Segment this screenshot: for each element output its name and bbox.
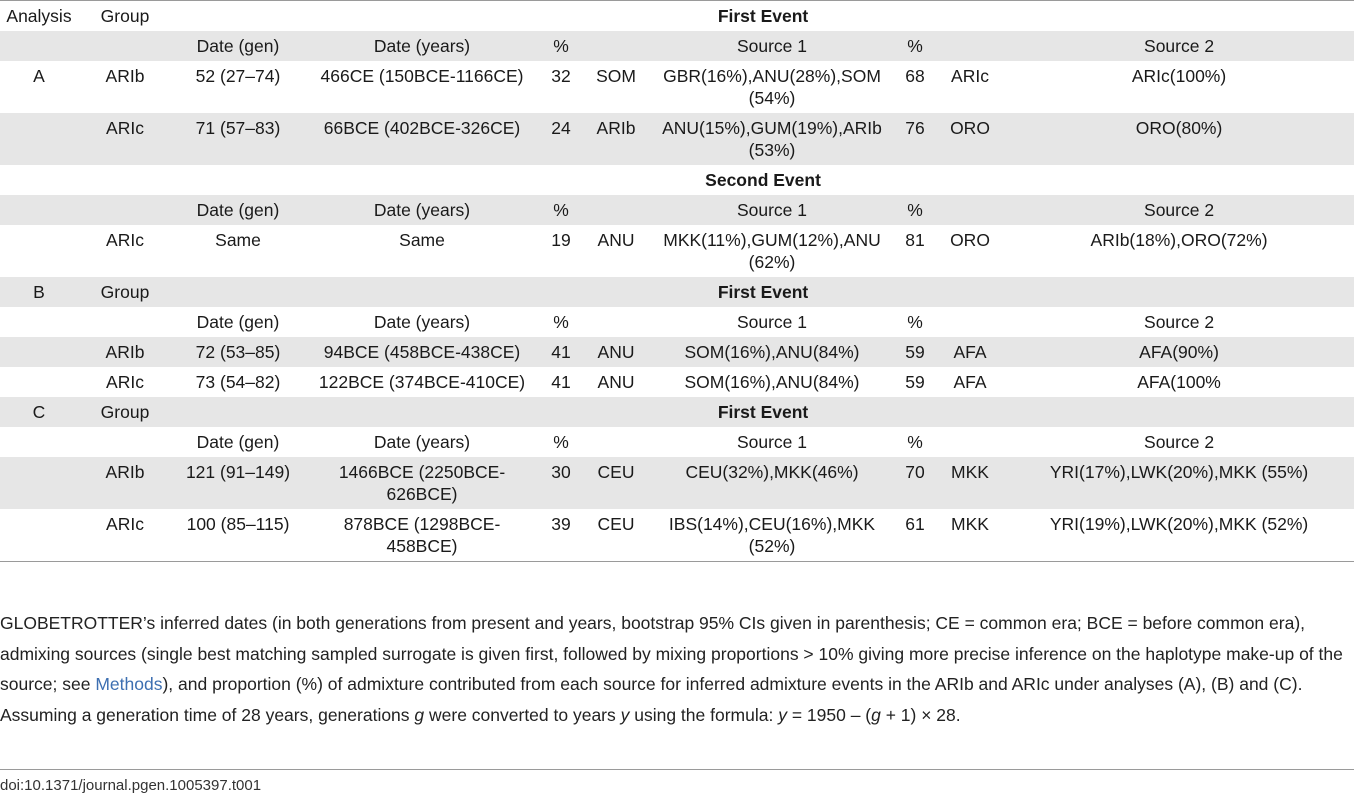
table-row [0,113,1354,165]
table-cell [0,457,78,509]
table-cell: MKK [951,514,989,534]
table-cell: MKK [936,457,1004,509]
table-cell: 68 [905,66,925,86]
table-cell [0,225,78,277]
table-cell: SOM(16%),ANU(84%) [650,337,894,367]
table-cell: 52 (27–74) [195,66,281,86]
column-header: % [553,432,569,452]
table-cell: ARIb(18%),ORO(72%) [1090,230,1268,250]
table-cell: ARIb [582,113,650,165]
event-heading: Second Event [705,170,821,190]
table-cell: ORO(80%) [1004,113,1354,165]
column-header: % [907,312,923,332]
column-header: Date (gen) [172,31,304,61]
column-header: % [894,31,936,61]
table-cell: ARIc [951,66,989,86]
column-header: % [894,195,936,225]
table-cell: 61 [905,514,925,534]
column-header: Date (gen) [196,312,280,332]
column-header [936,427,1004,457]
column-header: % [540,31,582,61]
table-cell: 72 (53–85) [172,337,304,367]
table-cell: 81 [905,230,925,250]
column-header: % [553,312,569,332]
column-header: Source 1 [736,432,808,452]
table-cell: 71 (57–83) [172,113,304,165]
table-footnote: GLOBETROTTER’s inferred dates (in both generations from present and years, bootstrap 95% CIs given in parenthesis; CE = common era; BCE = before common era), admixing sources (single best matching sampled surrogate is given first, followed by mixing proportions > 10% giving more precise inference on the haplotype make-up of the source; see Methods), and proportion (%) of admixture contributed from each source for inferred admixture events in the ARIb and ARIc under analyses (A), (B) and (C). Assuming a generation time of 28 years, generations g were converted to years y using the formula: y = 1950 – (g + 1) × 28. [0,613,1343,725]
table-row [0,509,1354,562]
column-header [936,31,1004,61]
table-cell: ANU [597,372,635,392]
group-cell: Group [78,277,172,307]
table-cell: 76 [894,113,936,165]
column-header-row [0,195,1354,225]
table-cell: 39 [551,514,571,534]
column-header [0,31,78,61]
group-cell: Group [100,6,150,26]
table-row [0,225,1354,277]
table-cell: ARIc [106,514,144,534]
table-cell: GBR(16%),ANU(28%),SOM (54%) [663,66,881,108]
column-header-row [0,427,1354,457]
column-header [936,195,1004,225]
table-cell: Same [399,230,445,250]
table-cell [0,337,78,367]
table-cell: IBS(14%),CEU(16%),MKK (52%) [668,514,876,556]
analysis-cell: Analysis [6,6,72,26]
table-cell: 59 [905,372,925,392]
analysis-cell [0,165,78,195]
table-cell: YRI(19%),LWK(20%),MKK (52%) [1049,514,1309,534]
table-row [0,61,1354,113]
table-cell: ANU(15%),GUM(19%),ARIb (53%) [650,113,894,165]
column-header: % [540,195,582,225]
column-header [582,195,650,225]
table-cell: 1466BCE (2250BCE-626BCE) [304,457,540,509]
column-header: Date (gen) [172,195,304,225]
column-header: Source 2 [1144,432,1215,452]
table-cell: SOM [596,66,636,86]
column-header: % [907,432,923,452]
section-row [0,397,1354,427]
column-header [582,427,650,457]
column-header: Source 1 [650,31,894,61]
column-header [78,31,172,61]
table-cell: 30 [540,457,582,509]
table-cell: 121 (91–149) [172,457,304,509]
section-row [0,1,1354,32]
section-row [0,277,1354,307]
table-cell: ORO [950,230,990,250]
column-header: Source 1 [650,195,894,225]
table-cell: CEU [597,514,635,534]
table-cell: 73 (54–82) [195,372,281,392]
column-header [78,427,172,457]
column-header [0,195,78,225]
table-cell: ARIb [78,337,172,367]
table-cell: ARIb [78,457,172,509]
column-header: Date (gen) [196,432,280,452]
event-heading: First Event [172,397,1354,427]
column-header [0,427,78,457]
column-header [936,307,1004,337]
table-cell: 878BCE (1298BCE-458BCE) [343,514,501,556]
table-cell: CEU [582,457,650,509]
table-cell: AFA [936,337,1004,367]
table-cell: AFA(90%) [1004,337,1354,367]
table-cell: ARIc [78,113,172,165]
event-heading: First Event [172,277,1354,307]
table-cell: 100 (85–115) [186,514,290,534]
table-cell: ARIb [105,66,145,86]
methods-link[interactable]: Methods [95,674,163,694]
table-cell: ANU [582,337,650,367]
column-header-row [0,307,1354,337]
table-cell: YRI(17%),LWK(20%),MKK (55%) [1004,457,1354,509]
table-cell: CEU(32%),MKK(46%) [650,457,894,509]
analysis-cell: C [0,397,78,427]
column-header [0,307,78,337]
table-cell: 70 [894,457,936,509]
table-cell [0,113,78,165]
table-cell: A [33,66,45,86]
table-row [0,337,1354,367]
table-cell [0,367,78,397]
column-header: Date (years) [304,195,540,225]
table-cell: AFA [953,372,987,392]
column-header [582,307,650,337]
column-header: Date (years) [304,31,540,61]
doi-label: doi:10.1371/journal.pgen.1005397.t001 [0,777,262,794]
table-row [0,367,1354,397]
table-cell: ARIc [106,230,144,250]
column-header: Source 1 [736,312,808,332]
table-cell: 32 [551,66,571,86]
column-header: Source 2 [1004,195,1354,225]
table-cell: ANU [597,230,635,250]
table-cell: AFA(100% [1137,372,1221,392]
table-cell: ARIc [106,372,144,392]
group-cell: Group [78,397,172,427]
table-row [0,457,1354,509]
column-header: Source 2 [1004,31,1354,61]
column-header [78,307,172,337]
table-cell: 94BCE (458BCE-438CE) [304,337,540,367]
table-cell: MKK(11%),GUM(12%),ANU (62%) [663,230,881,272]
column-header: Source 2 [1144,312,1215,332]
table-cell: ARIc(100%) [1131,66,1227,86]
table-cell: 66BCE (402BCE-326CE) [304,113,540,165]
column-header: Date (years) [373,312,471,332]
column-header-row [0,31,1354,61]
analysis-cell: B [0,277,78,307]
group-cell [78,165,172,195]
table-cell: ORO [936,113,1004,165]
event-heading: First Event [717,6,809,26]
table-cell: 59 [894,337,936,367]
table-cell [0,509,78,562]
column-header [582,31,650,61]
table-cell: SOM(16%),ANU(84%) [684,372,860,392]
table-cell: 24 [540,113,582,165]
table-cell: Same [215,230,261,250]
table-cell: 41 [540,337,582,367]
column-header [78,195,172,225]
footer-divider [0,769,1354,770]
table-cell: 466CE (150BCE-1166CE) [320,66,524,86]
section-row [0,165,1354,195]
column-header: Date (years) [373,432,471,452]
table-cell: 41 [551,372,571,392]
table-cell: 122BCE (374BCE-410CE) [318,372,526,392]
table-cell: 19 [551,230,571,250]
